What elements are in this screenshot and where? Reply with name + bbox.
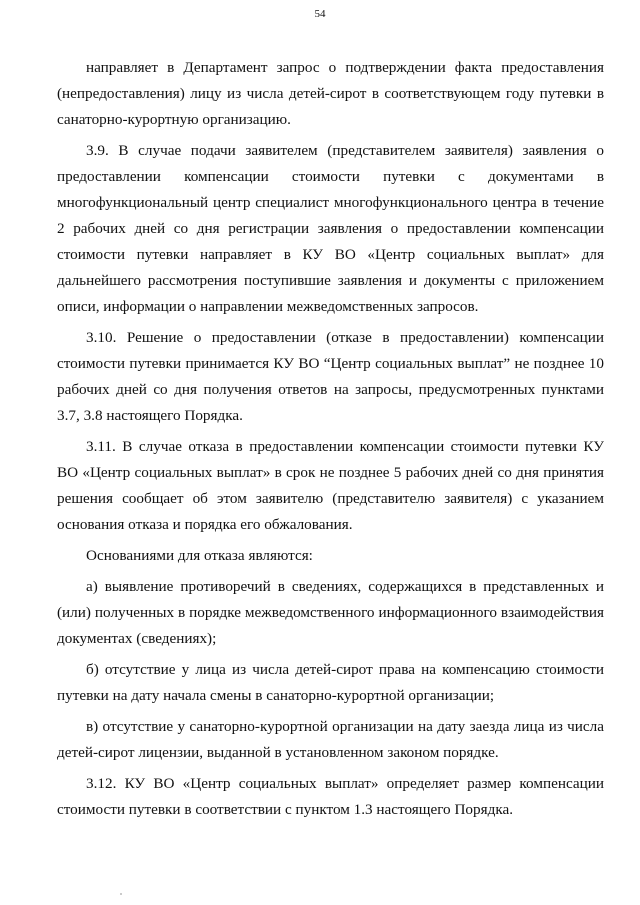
paragraph-3-12: 3.12. КУ ВО «Центр социальных выплат» определяет размер компенсации стоимости путевки в соответствии с пунктом 1.3 настоящего Порядка. [57, 775, 604, 818]
refusal-ground-c: в) отсутствие у санаторно-курортной организации на дату заезда лица из числа детей-сирот лицензии, выданной в установленном законом порядке. [57, 718, 604, 761]
paragraph-3-11: 3.11. В случае отказа в предоставлении компенсации стоимости путевки КУ ВО «Центр социальных выплат» в срок не позднее 5 рабочих дней со дня принятия решения сообщает об этом заявителю (представителю заявителя) с указанием основания отказа и порядка его обжалования. [57, 438, 604, 533]
document-body [57, 55, 604, 823]
refusal-ground-a: а) выявление противоречий в сведениях, содержащихся в представленных и (или) полученных в порядке межведомственного информационного взаимодействия документах (сведениях); [57, 578, 604, 647]
paragraph-continuation: направляет в Департамент запрос о подтверждении факта предоставления (непредоставления) лицу из числа детей-сирот в соответствующем году путевки в санаторно-курортную организацию. [57, 59, 604, 128]
refusal-ground-b: б) отсутствие у лица из числа детей-сирот права на компенсацию стоимости путевки на дату начала смены в санаторно-курортной организации; [57, 661, 604, 704]
page-number: 54 [314, 8, 326, 20]
scan-speck [120, 893, 122, 895]
paragraph-3-10: 3.10. Решение о предоставлении (отказе в предоставлении) компенсации стоимости путевки принимается КУ ВО “Центр социальных выплат” не позднее 10 рабочих дней со дня получения ответов на запросы, предусмотренных пунктами 3.7, 3.8 настоящего Порядка. [57, 329, 604, 424]
refusal-grounds-heading: Основаниями для отказа являются: [86, 547, 313, 564]
paragraph-3-9: 3.9. В случае подачи заявителем (представителем заявителя) заявления о предоставлении компенсации стоимости путевки с документами в многофункциональный центр специалист многофункционального центра в течение 2 рабочих дней со дня регистрации заявления о предоставлении компенсации стоимости путевки направляет в КУ ВО «Центр социальных выплат» для дальнейшего рассмотрения поступившие заявления и документы с приложением описи, информации о направлении межведомственных запросов. [57, 142, 604, 315]
